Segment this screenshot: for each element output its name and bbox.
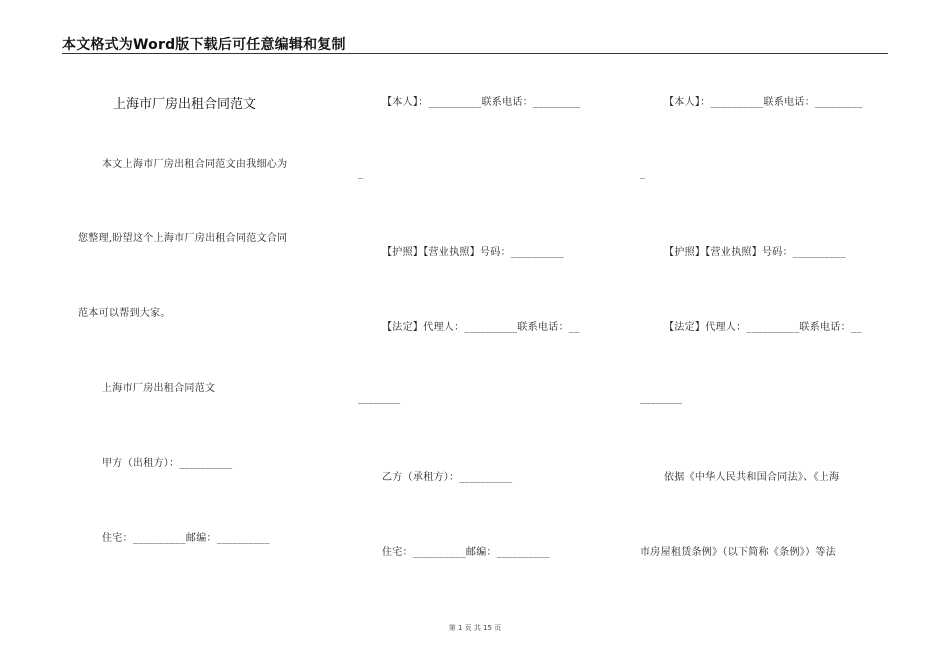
text-line: 【法定】代理人：__________联系电话：__ [664, 322, 862, 333]
text-line: 依据《中华人民共和国合同法》、《上海 [664, 472, 840, 483]
text-line: 范本可以帮到大家。 [78, 308, 171, 319]
text-line: 本文上海市厂房出租合同范文由我细心为 [102, 159, 288, 170]
text-line: 【法定】代理人：__________联系电话：__ [382, 322, 580, 333]
text-line: ________ [358, 393, 401, 404]
text-line: 上海市厂房出租合同范文 [102, 383, 216, 394]
text-column-3 [640, 0, 890, 672]
page-number-footer: 第 1 页 共 15 页 [448, 624, 502, 632]
text-line: 市房屋租赁条例》（以下简称《条例》）等法 [640, 547, 836, 558]
text-line: 乙方（承租方）：__________ [382, 472, 513, 483]
text-line: 住宅：__________邮编：__________ [382, 547, 550, 558]
document-header-title: 本文格式为Word版下载后可任意编辑和复制 [62, 37, 346, 53]
text-line: _ [358, 168, 364, 179]
text-line: 您整理,盼望这个上海市厂房出租合同范文合同 [78, 233, 288, 244]
text-line: 【本人】：__________联系电话：_________ [664, 97, 863, 108]
text-line: 【本人】：__________联系电话：_________ [382, 97, 581, 108]
text-line: 甲方（出租方）：__________ [102, 458, 233, 469]
text-column-2 [358, 0, 608, 672]
text-column-1 [78, 0, 328, 672]
text-line: 【护照】【营业执照】号码：__________ [382, 247, 564, 258]
text-line: 住宅：__________邮编：__________ [102, 533, 270, 544]
document-title: 上海市厂房出租合同范文 [113, 97, 257, 112]
text-line: _ [640, 168, 646, 179]
text-line: 【护照】【营业执照】号码：__________ [664, 247, 846, 258]
text-line: ________ [640, 393, 683, 404]
